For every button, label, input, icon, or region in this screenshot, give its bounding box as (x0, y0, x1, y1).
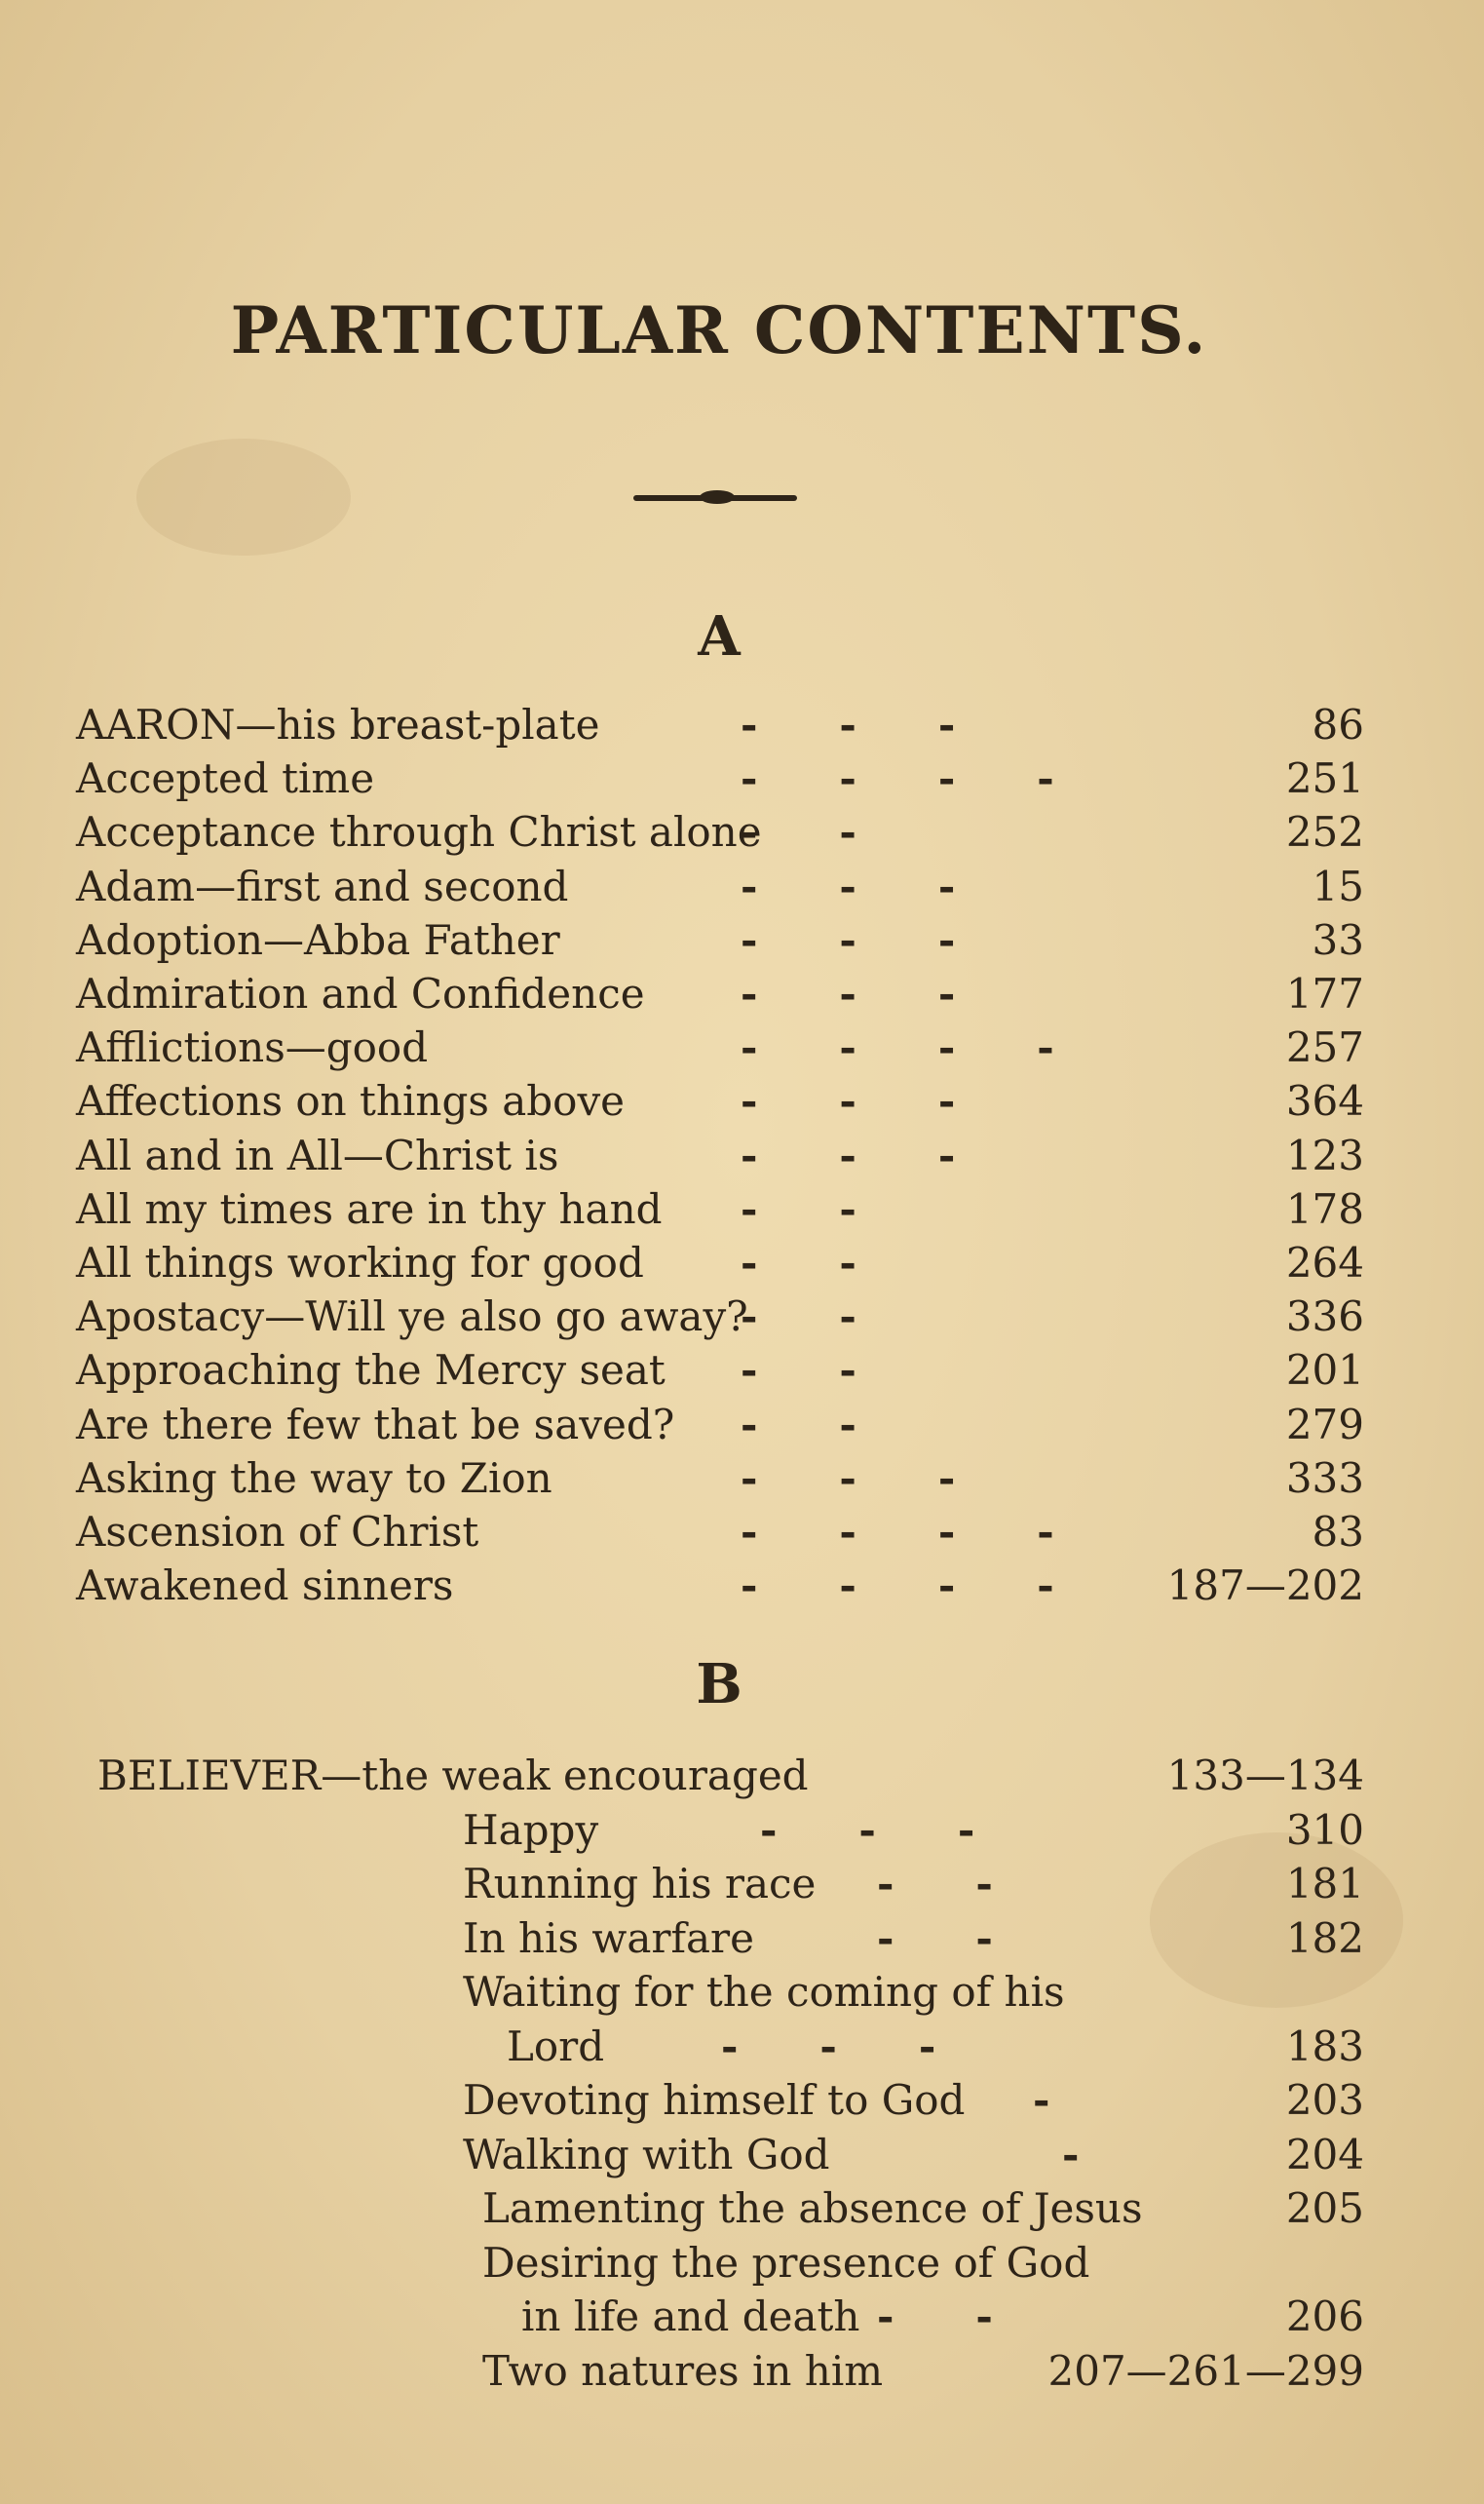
contents-entry (463, 1804, 1364, 1857)
leader-dashes: - - - (741, 1077, 956, 1126)
contents-entry (97, 1750, 1364, 1802)
page-number: 181 (1285, 1860, 1364, 1907)
page-number: 177 (1285, 970, 1364, 1018)
entry-title: Apostacy—Will ye also go away? (76, 1292, 748, 1341)
entry-title: All and in All—Christ is (76, 1131, 559, 1179)
leader-dashes: - - (741, 1239, 856, 1287)
contents-entry (76, 1399, 1364, 1451)
contents-entry (482, 2182, 1364, 2235)
page-number: 123 (1285, 1131, 1364, 1179)
page-number: 252 (1285, 808, 1364, 857)
page-number: 178 (1285, 1184, 1364, 1233)
entry-title: Afflictions—good (76, 1023, 429, 1072)
page-number: 333 (1285, 1453, 1364, 1502)
contents-entry (76, 806, 1364, 859)
page-number: 15 (1312, 862, 1364, 910)
contents-entry (482, 2237, 1364, 2290)
page-number: 206 (1285, 2292, 1364, 2340)
page-number: 201 (1285, 1346, 1364, 1395)
page-number: 251 (1285, 754, 1364, 803)
contents-entry (507, 2021, 1364, 2073)
contents-entry (463, 1858, 1364, 1910)
contents-heading: PARTICULAR CONTENTS. (230, 292, 1208, 368)
contents-entry (76, 1183, 1364, 1236)
entry-title: Lord (507, 2022, 605, 2070)
entry-title: Devoting himself to God (463, 2076, 966, 2124)
entry-title: Awakened sinners (76, 1561, 454, 1610)
leader-dashes: - - (741, 1292, 856, 1341)
entry-title: Adoption—Abba Father (76, 915, 560, 964)
entry-title: AARON—his breast-plate (76, 701, 600, 749)
entry-title: Desiring the presence of God (482, 2238, 1090, 2287)
entry-title: Acceptance through Christ alone (76, 808, 762, 857)
leader-dashes: - - - - (741, 1561, 1054, 1610)
leader-dashes: - - - - (741, 1023, 1054, 1072)
entry-title: BELIEVER—the weak encouraged (97, 1752, 809, 1799)
page-number: 310 (1285, 1805, 1364, 1854)
leader-dashes: - - - (741, 970, 956, 1018)
paper-stain (136, 439, 351, 556)
contents-entry (76, 1506, 1364, 1559)
entry-title: Accepted time (76, 754, 375, 803)
entry-title: All things working for good (76, 1239, 644, 1287)
leader-dashes: - - (741, 808, 856, 857)
entry-title: Running his race (463, 1860, 817, 1907)
page-number: 187—202 (1166, 1561, 1364, 1610)
page-number: 33 (1312, 915, 1364, 964)
leader-dashes: - - (741, 1400, 856, 1448)
page-number: 279 (1285, 1400, 1364, 1448)
entry-title: Asking the way to Zion (76, 1453, 552, 1502)
leader-dashes: - - - (741, 701, 956, 749)
entry-title: Approaching the Mercy seat (76, 1346, 666, 1395)
page-number: 364 (1285, 1077, 1364, 1126)
leader-dashes: - (1033, 2076, 1050, 2124)
entry-title: Are there few that be saved? (76, 1400, 675, 1448)
contents-entry (76, 1344, 1364, 1397)
entry-title: Affections on things above (76, 1077, 626, 1126)
contents-entry (521, 2291, 1364, 2343)
page-number: 207—261—299 (1047, 2346, 1364, 2395)
entry-title: Walking with God (463, 2130, 830, 2178)
page-number: 205 (1285, 2184, 1364, 2232)
entry-title: In his warfare (463, 1913, 754, 1962)
decorative-rule-ornament (700, 490, 735, 504)
contents-entry (463, 1912, 1364, 1965)
leader-dashes: - - - (741, 862, 956, 910)
contents-entry (463, 2074, 1364, 2127)
contents-entry (76, 1237, 1364, 1290)
page-number: 204 (1285, 2130, 1364, 2178)
contents-entry (76, 1021, 1364, 1074)
contents-entry (76, 968, 1364, 1021)
entry-title: Waiting for the coming of his (463, 1968, 1065, 2016)
entry-title: All my times are in thy hand (76, 1184, 663, 1233)
contents-entry (76, 1075, 1364, 1128)
entry-title: Adam—first and second (76, 862, 569, 910)
contents-entry (76, 861, 1364, 913)
contents-entry (463, 2129, 1364, 2181)
leader-dashes: - - - (721, 2022, 936, 2070)
leader-dashes: - - (877, 1913, 993, 1962)
page-number: 264 (1285, 1239, 1364, 1287)
contents-entry (76, 752, 1364, 805)
entry-title: Lamenting the absence of Jesus (482, 2184, 1143, 2232)
leader-dashes: - - - - (741, 1508, 1054, 1556)
leader-dashes: - - (741, 1346, 856, 1395)
contents-entry (76, 1560, 1364, 1612)
leader-dashes: - - (877, 1860, 993, 1907)
contents-entry (482, 2345, 1364, 2398)
entry-title: Happy (463, 1805, 599, 1854)
contents-entry (76, 1291, 1364, 1343)
page-number: 86 (1312, 701, 1364, 749)
contents-entry (76, 914, 1364, 967)
contents-entry (76, 1130, 1364, 1182)
page-number: 133—134 (1166, 1752, 1364, 1799)
entry-title: in life and death (521, 2292, 860, 2340)
entry-title: Ascension of Christ (76, 1508, 479, 1556)
leader-dashes: - - - (741, 915, 956, 964)
leader-dashes: - - - - (741, 754, 1054, 803)
leader-dashes: - - - (741, 1453, 956, 1502)
contents-entry (76, 1452, 1364, 1505)
page-number: 183 (1285, 2022, 1364, 2070)
entry-title: Admiration and Confidence (76, 970, 645, 1018)
leader-dashes: - - - (760, 1805, 975, 1854)
contents-entry (463, 1966, 1364, 2019)
page-number: 182 (1285, 1913, 1364, 1962)
leader-dashes: - (1062, 2130, 1080, 2178)
section-letter: B (696, 1652, 742, 1716)
page-number: 83 (1312, 1508, 1364, 1556)
page-number: 203 (1285, 2076, 1364, 2124)
leader-dashes: - - (741, 1184, 856, 1233)
leader-dashes: - - - (741, 1131, 956, 1179)
leader-dashes: - - (877, 2292, 993, 2340)
section-letter: A (698, 604, 741, 669)
page-number: 336 (1285, 1292, 1364, 1341)
contents-entry (76, 699, 1364, 751)
entry-title: Two natures in him (482, 2346, 884, 2395)
page-number: 257 (1285, 1023, 1364, 1072)
